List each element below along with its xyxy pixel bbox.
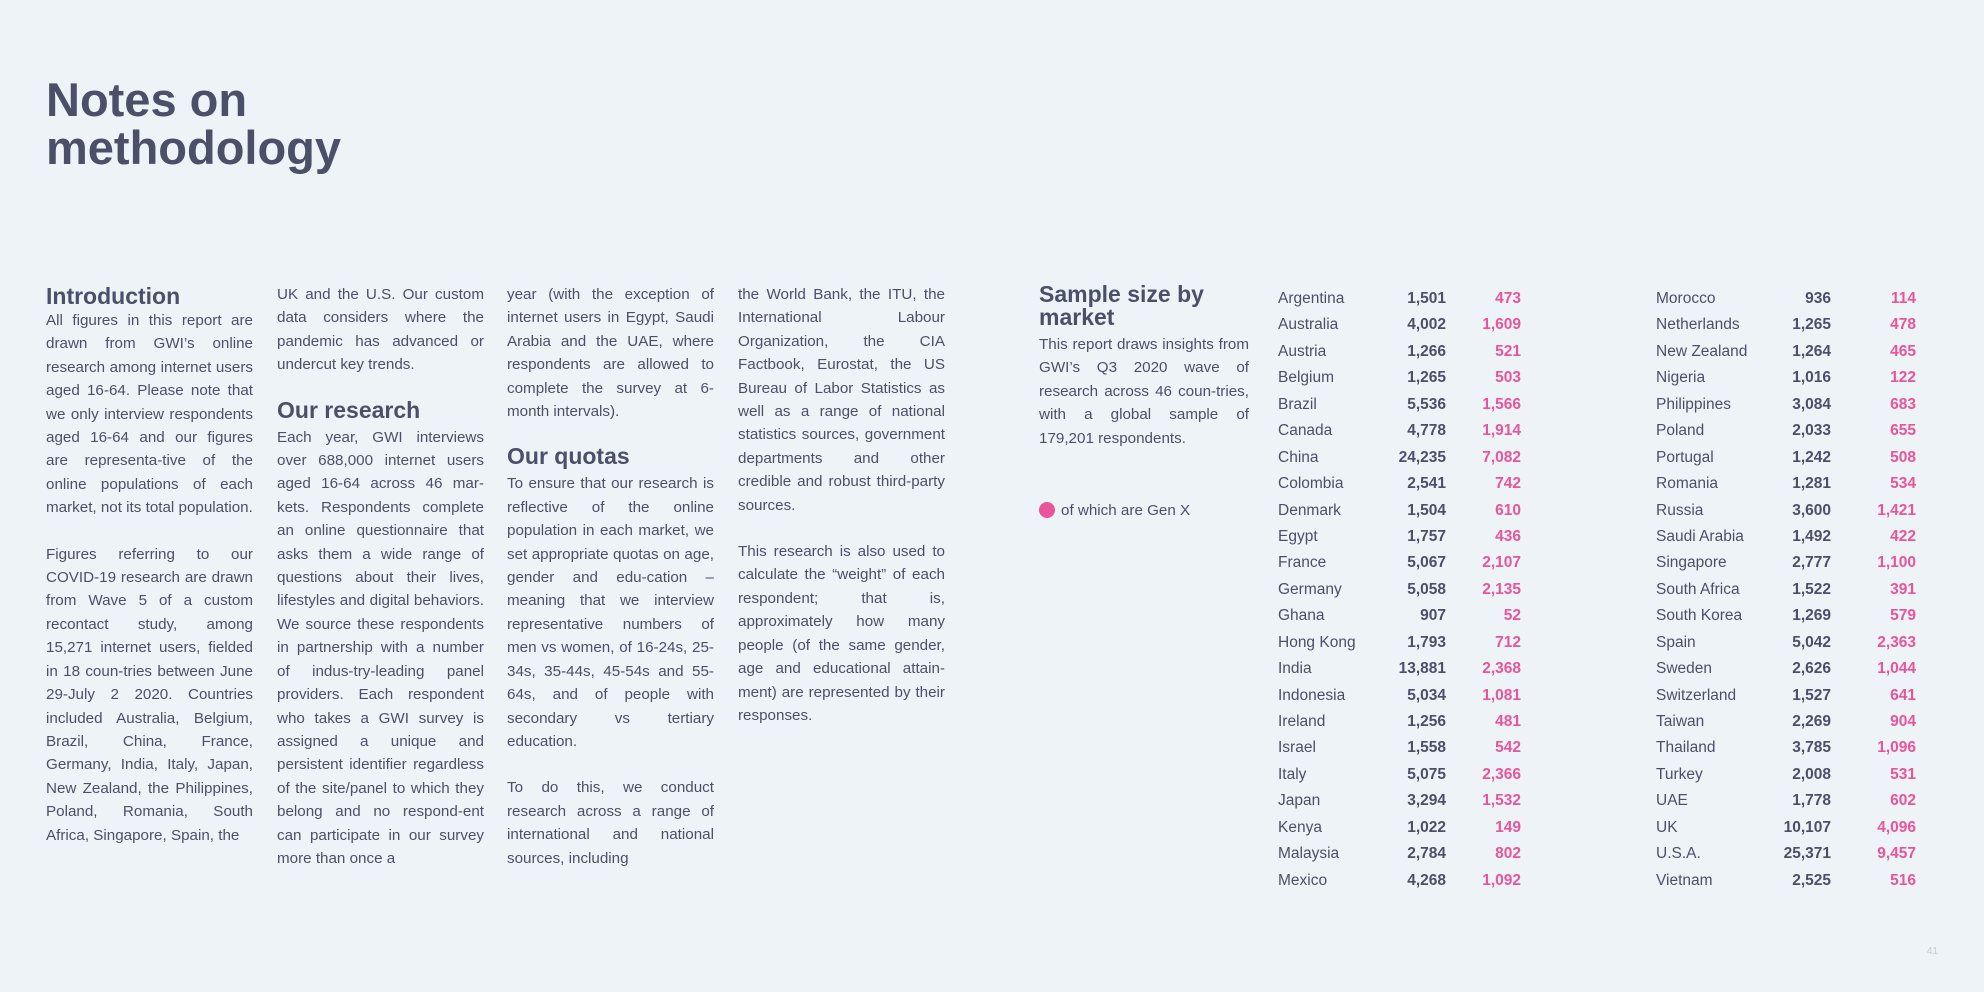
market-total: 1,264 bbox=[1792, 342, 1831, 360]
market-genx-count: 478 bbox=[1890, 316, 1916, 334]
market-genx-count: 2,107 bbox=[1482, 554, 1521, 572]
market-row bbox=[1656, 577, 1933, 603]
market-country: Malaysia bbox=[1278, 845, 1340, 863]
market-total: 1,757 bbox=[1407, 527, 1446, 545]
market-row bbox=[1278, 286, 1543, 312]
market-row bbox=[1656, 498, 1933, 524]
market-row bbox=[1656, 603, 1933, 629]
market-genx-count: 602 bbox=[1890, 792, 1916, 810]
market-country: Egypt bbox=[1278, 527, 1318, 545]
market-country: Ireland bbox=[1278, 713, 1326, 730]
market-total: 5,042 bbox=[1792, 633, 1831, 651]
market-country: Belgium bbox=[1278, 369, 1334, 387]
market-country: Australia bbox=[1278, 316, 1339, 334]
market-country: Argentina bbox=[1278, 290, 1345, 307]
market-total: 3,084 bbox=[1792, 395, 1831, 413]
our-research-paragraph-2: year (with the exception of internet users in Egypt, Saudi Arabia and the UAE, where respondents are allowed to complete the survey at 6-month intervals). bbox=[507, 286, 714, 421]
markets-table-left bbox=[1278, 286, 1543, 894]
our-research-heading: Our research bbox=[277, 396, 421, 423]
page-title: Notes on methodology bbox=[46, 73, 342, 174]
market-genx-count: 742 bbox=[1495, 475, 1521, 493]
market-total: 4,268 bbox=[1407, 871, 1446, 889]
market-country: India bbox=[1278, 660, 1312, 678]
market-total: 2,269 bbox=[1792, 713, 1831, 730]
market-country: Israel bbox=[1278, 739, 1316, 757]
market-genx-count: 534 bbox=[1890, 475, 1916, 493]
market-total: 2,626 bbox=[1792, 660, 1831, 678]
market-genx-count: 1,421 bbox=[1877, 501, 1916, 519]
market-genx-count: 52 bbox=[1503, 607, 1521, 625]
introduction-paragraph-3: UK and the U.S. Our custom data considers where the pandemic has advanced or undercut key trends. bbox=[277, 286, 484, 374]
market-total: 1,504 bbox=[1407, 501, 1446, 519]
market-country: UK bbox=[1656, 818, 1678, 836]
market-genx-count: 422 bbox=[1890, 527, 1916, 545]
market-total: 1,269 bbox=[1792, 607, 1831, 625]
market-genx-count: 2,368 bbox=[1482, 660, 1521, 678]
market-total: 1,266 bbox=[1407, 342, 1446, 360]
market-row bbox=[1656, 735, 1933, 761]
introduction-paragraph-2: Figures referring to our COVID-19 research are drawn from Wave 5 of a custom recontact study, among 15,271 internet users, fielded in 18 coun-tries between June 29-July 2 2020. Countries included Australia, Belgium, Brazil, China, France, Germany, India, Italy, Japan, New Zealand, the Philippines, Poland, Romania, South Africa, Singapore, Spain, the bbox=[46, 545, 253, 844]
market-total: 24,235 bbox=[1398, 448, 1446, 466]
market-country: Morocco bbox=[1656, 290, 1716, 307]
market-genx-count: 4,096 bbox=[1877, 818, 1916, 836]
introduction-column bbox=[46, 283, 253, 870]
introduction-paragraph-1: All figures in this report are drawn from GWI’s online research among internet users aged 16-64. Please note that we only interview respondents aged 16-64 and our figures are representa-tive of the online populations of each market, not its total population. bbox=[46, 312, 253, 517]
market-genx-count: 473 bbox=[1495, 290, 1521, 307]
page-number: 41 bbox=[1926, 946, 1938, 957]
market-country: Ghana bbox=[1278, 607, 1325, 625]
market-genx-count: 391 bbox=[1890, 580, 1916, 598]
market-country: South Africa bbox=[1656, 580, 1740, 598]
market-row bbox=[1656, 815, 1933, 841]
market-row bbox=[1278, 630, 1543, 656]
market-country: Switzerland bbox=[1656, 686, 1737, 704]
market-row bbox=[1278, 524, 1543, 550]
market-row bbox=[1278, 445, 1543, 471]
market-total: 1,256 bbox=[1407, 713, 1446, 730]
market-row bbox=[1278, 392, 1543, 418]
market-country: Denmark bbox=[1278, 501, 1341, 519]
market-row bbox=[1278, 762, 1543, 788]
market-total: 3,785 bbox=[1792, 739, 1831, 757]
market-genx-count: 114 bbox=[1890, 290, 1916, 307]
market-row bbox=[1278, 498, 1543, 524]
market-total: 5,067 bbox=[1407, 554, 1446, 572]
market-row bbox=[1656, 365, 1933, 391]
market-genx-count: 1,096 bbox=[1877, 739, 1916, 757]
market-row bbox=[1278, 656, 1543, 682]
market-total: 13,881 bbox=[1398, 660, 1446, 678]
market-total: 2,008 bbox=[1792, 765, 1831, 783]
market-country: Russia bbox=[1656, 501, 1704, 519]
market-row bbox=[1278, 471, 1543, 497]
market-genx-count: 542 bbox=[1495, 739, 1521, 757]
market-country: Colombia bbox=[1278, 475, 1344, 493]
market-total: 1,492 bbox=[1792, 527, 1831, 545]
market-total: 25,371 bbox=[1783, 845, 1831, 863]
market-row bbox=[1656, 841, 1933, 867]
market-total: 5,058 bbox=[1407, 580, 1446, 598]
market-country: France bbox=[1278, 554, 1327, 572]
market-total: 2,525 bbox=[1792, 871, 1831, 889]
market-country: Germany bbox=[1278, 580, 1342, 598]
sources-column bbox=[738, 283, 945, 750]
market-total: 5,075 bbox=[1407, 765, 1446, 783]
market-country: Romania bbox=[1656, 475, 1719, 493]
market-genx-count: 122 bbox=[1890, 369, 1916, 387]
research-column bbox=[277, 283, 484, 893]
market-row bbox=[1656, 550, 1933, 576]
market-total: 1,522 bbox=[1792, 580, 1831, 598]
market-total: 5,034 bbox=[1407, 686, 1446, 704]
market-country: Poland bbox=[1656, 422, 1705, 440]
our-quotas-paragraph-2: To do this, we conduct research across a range of international and national sources, including bbox=[507, 779, 714, 867]
markets-table-right bbox=[1656, 286, 1933, 894]
market-country: Singapore bbox=[1656, 554, 1727, 572]
market-total: 4,778 bbox=[1407, 422, 1446, 440]
market-total: 1,242 bbox=[1792, 448, 1831, 466]
market-genx-count: 683 bbox=[1890, 395, 1916, 413]
market-total: 2,777 bbox=[1792, 554, 1831, 572]
market-row bbox=[1278, 841, 1543, 867]
market-country: Hong Kong bbox=[1278, 633, 1356, 651]
market-genx-count: 503 bbox=[1495, 369, 1521, 387]
market-country: Thailand bbox=[1656, 739, 1716, 757]
market-row bbox=[1656, 392, 1933, 418]
market-genx-count: 904 bbox=[1890, 713, 1916, 730]
market-row bbox=[1656, 524, 1933, 550]
market-genx-count: 465 bbox=[1890, 342, 1916, 360]
market-country: New Zealand bbox=[1656, 342, 1748, 360]
market-genx-count: 481 bbox=[1495, 713, 1521, 730]
market-row bbox=[1278, 339, 1543, 365]
market-total: 936 bbox=[1805, 290, 1831, 307]
market-total: 10,107 bbox=[1783, 818, 1831, 836]
market-row bbox=[1656, 286, 1933, 312]
market-country: Saudi Arabia bbox=[1656, 527, 1744, 545]
market-row bbox=[1656, 445, 1933, 471]
market-genx-count: 508 bbox=[1890, 448, 1916, 466]
market-row bbox=[1656, 788, 1933, 814]
market-total: 3,294 bbox=[1407, 792, 1446, 810]
market-country: Japan bbox=[1278, 792, 1321, 810]
market-row bbox=[1656, 683, 1933, 709]
market-row bbox=[1656, 868, 1933, 894]
our-quotas-paragraph-1: To ensure that our research is reflective of the online population in each market, we set appropriate quotas on age, gender and edu-cation – meaning that we interview representative numbers of men vs women, of 16-24s, 25-34s, 35-44s, 45-54s and 55-64s, and of people with secondary vs tertiary education. bbox=[507, 475, 714, 750]
market-row bbox=[1278, 418, 1543, 444]
market-row bbox=[1278, 788, 1543, 814]
market-total: 1,778 bbox=[1792, 792, 1831, 810]
market-total: 1,022 bbox=[1407, 818, 1446, 836]
market-genx-count: 1,609 bbox=[1482, 316, 1521, 334]
gen-x-legend-dot bbox=[1039, 502, 1055, 518]
market-row bbox=[1278, 735, 1543, 761]
our-quotas-paragraph-4: This research is also used to calculate the “weight” of each respondent; that is, approximately how many people (of the same gender, age and educational attain-ment) are represented by their responses. bbox=[738, 543, 945, 724]
market-country: Nigeria bbox=[1656, 369, 1706, 387]
market-row bbox=[1656, 471, 1933, 497]
market-genx-count: 1,532 bbox=[1482, 792, 1521, 810]
introduction-heading: Introduction bbox=[46, 283, 181, 309]
market-country: Spain bbox=[1656, 633, 1696, 651]
our-quotas-heading: Our quotas bbox=[507, 443, 630, 470]
market-total: 1,501 bbox=[1407, 290, 1446, 307]
market-genx-count: 9,457 bbox=[1877, 845, 1916, 863]
market-genx-count: 7,082 bbox=[1482, 448, 1521, 466]
market-total: 3,600 bbox=[1792, 501, 1831, 519]
market-row bbox=[1656, 418, 1933, 444]
market-total: 1,265 bbox=[1407, 369, 1446, 387]
market-total: 2,033 bbox=[1792, 422, 1831, 440]
market-genx-count: 516 bbox=[1890, 871, 1916, 889]
market-row bbox=[1656, 656, 1933, 682]
market-total: 1,281 bbox=[1792, 475, 1831, 493]
market-total: 1,793 bbox=[1407, 633, 1446, 651]
market-country: Vietnam bbox=[1656, 871, 1713, 889]
market-row bbox=[1278, 815, 1543, 841]
market-country: Canada bbox=[1278, 422, 1333, 440]
market-total: 1,527 bbox=[1792, 686, 1831, 704]
market-genx-count: 436 bbox=[1495, 527, 1521, 545]
market-country: Philippines bbox=[1656, 395, 1731, 413]
market-row bbox=[1278, 709, 1543, 735]
market-total: 2,541 bbox=[1407, 475, 1446, 493]
market-genx-count: 610 bbox=[1495, 501, 1521, 519]
market-country: China bbox=[1278, 448, 1319, 466]
market-total: 1,558 bbox=[1407, 739, 1446, 757]
market-country: Netherlands bbox=[1656, 316, 1740, 334]
market-genx-count: 1,100 bbox=[1877, 554, 1916, 572]
market-country: Turkey bbox=[1656, 765, 1703, 783]
our-quotas-paragraph-3: the World Bank, the ITU, the International Labour Organization, the CIA Factbook, Eurostat, the US Bureau of Labor Statistics as well as a range of national statistics sources, government departments and other credible and robust third-party sources. bbox=[738, 286, 945, 514]
market-genx-count: 149 bbox=[1495, 818, 1521, 836]
market-country: Mexico bbox=[1278, 871, 1328, 889]
market-genx-count: 1,566 bbox=[1482, 395, 1521, 413]
market-total: 2,784 bbox=[1407, 845, 1446, 863]
market-genx-count: 531 bbox=[1890, 765, 1916, 783]
market-genx-count: 2,366 bbox=[1482, 765, 1521, 783]
market-country: Taiwan bbox=[1656, 713, 1705, 730]
market-country: Italy bbox=[1278, 765, 1307, 783]
sample-size-heading: Sample size by market bbox=[1039, 281, 1204, 330]
gen-x-legend bbox=[1039, 499, 1190, 521]
market-total: 4,002 bbox=[1407, 316, 1446, 334]
quotas-column bbox=[507, 283, 714, 893]
market-row bbox=[1278, 365, 1543, 391]
gen-x-legend-label: of which are Gen X bbox=[1061, 501, 1191, 519]
market-genx-count: 1,914 bbox=[1482, 422, 1521, 440]
market-row bbox=[1656, 709, 1933, 735]
market-country: Sweden bbox=[1656, 660, 1713, 678]
market-row bbox=[1278, 312, 1543, 338]
market-genx-count: 802 bbox=[1495, 845, 1521, 863]
market-genx-count: 2,135 bbox=[1482, 580, 1521, 598]
market-country: UAE bbox=[1656, 792, 1688, 810]
market-country: U.S.A. bbox=[1656, 845, 1701, 863]
market-row bbox=[1656, 339, 1933, 365]
market-country: Austria bbox=[1278, 342, 1327, 360]
market-row bbox=[1656, 762, 1933, 788]
market-total: 907 bbox=[1420, 607, 1446, 625]
sample-size-section bbox=[1039, 283, 1249, 450]
market-genx-count: 1,092 bbox=[1482, 871, 1521, 889]
market-row bbox=[1656, 630, 1933, 656]
market-row bbox=[1278, 683, 1543, 709]
market-genx-count: 1,044 bbox=[1877, 660, 1916, 678]
our-research-paragraph-1: Each year, GWI interviews over 688,000 internet users aged 16-64 across 46 mar-kets. Respondents complete an online questionnaire that asks them a wide range of questions about their lives, lifestyles and digital behaviors. We source these respondents in partnership with a number of indus-try-leading panel providers. Each respondent who takes a GWI survey is assigned a unique and persistent identifier regardless of the site/panel to which they belong and no respond-ent can participate in our survey more than once a bbox=[277, 428, 484, 867]
market-row bbox=[1278, 577, 1543, 603]
sample-size-description: This report draws insights from GWI’s Q3 2020 wave of research across 46 coun-tries, with a global sample of 179,201 respondents. bbox=[1039, 336, 1249, 447]
market-genx-count: 1,081 bbox=[1482, 686, 1521, 704]
market-row bbox=[1278, 868, 1543, 894]
market-genx-count: 712 bbox=[1495, 633, 1521, 651]
market-total: 5,536 bbox=[1407, 395, 1446, 413]
market-country: Brazil bbox=[1278, 395, 1317, 413]
market-genx-count: 641 bbox=[1890, 686, 1916, 704]
market-country: South Korea bbox=[1656, 607, 1743, 625]
market-total: 1,016 bbox=[1792, 369, 1831, 387]
market-genx-count: 2,363 bbox=[1877, 633, 1916, 651]
market-row bbox=[1278, 603, 1543, 629]
market-genx-count: 655 bbox=[1890, 422, 1916, 440]
market-genx-count: 579 bbox=[1890, 607, 1916, 625]
market-total: 1,265 bbox=[1792, 316, 1831, 334]
market-country: Portugal bbox=[1656, 448, 1714, 466]
market-genx-count: 521 bbox=[1495, 342, 1521, 360]
market-row bbox=[1656, 312, 1933, 338]
market-country: Kenya bbox=[1278, 818, 1322, 836]
market-row bbox=[1278, 550, 1543, 576]
market-country: Indonesia bbox=[1278, 686, 1346, 704]
